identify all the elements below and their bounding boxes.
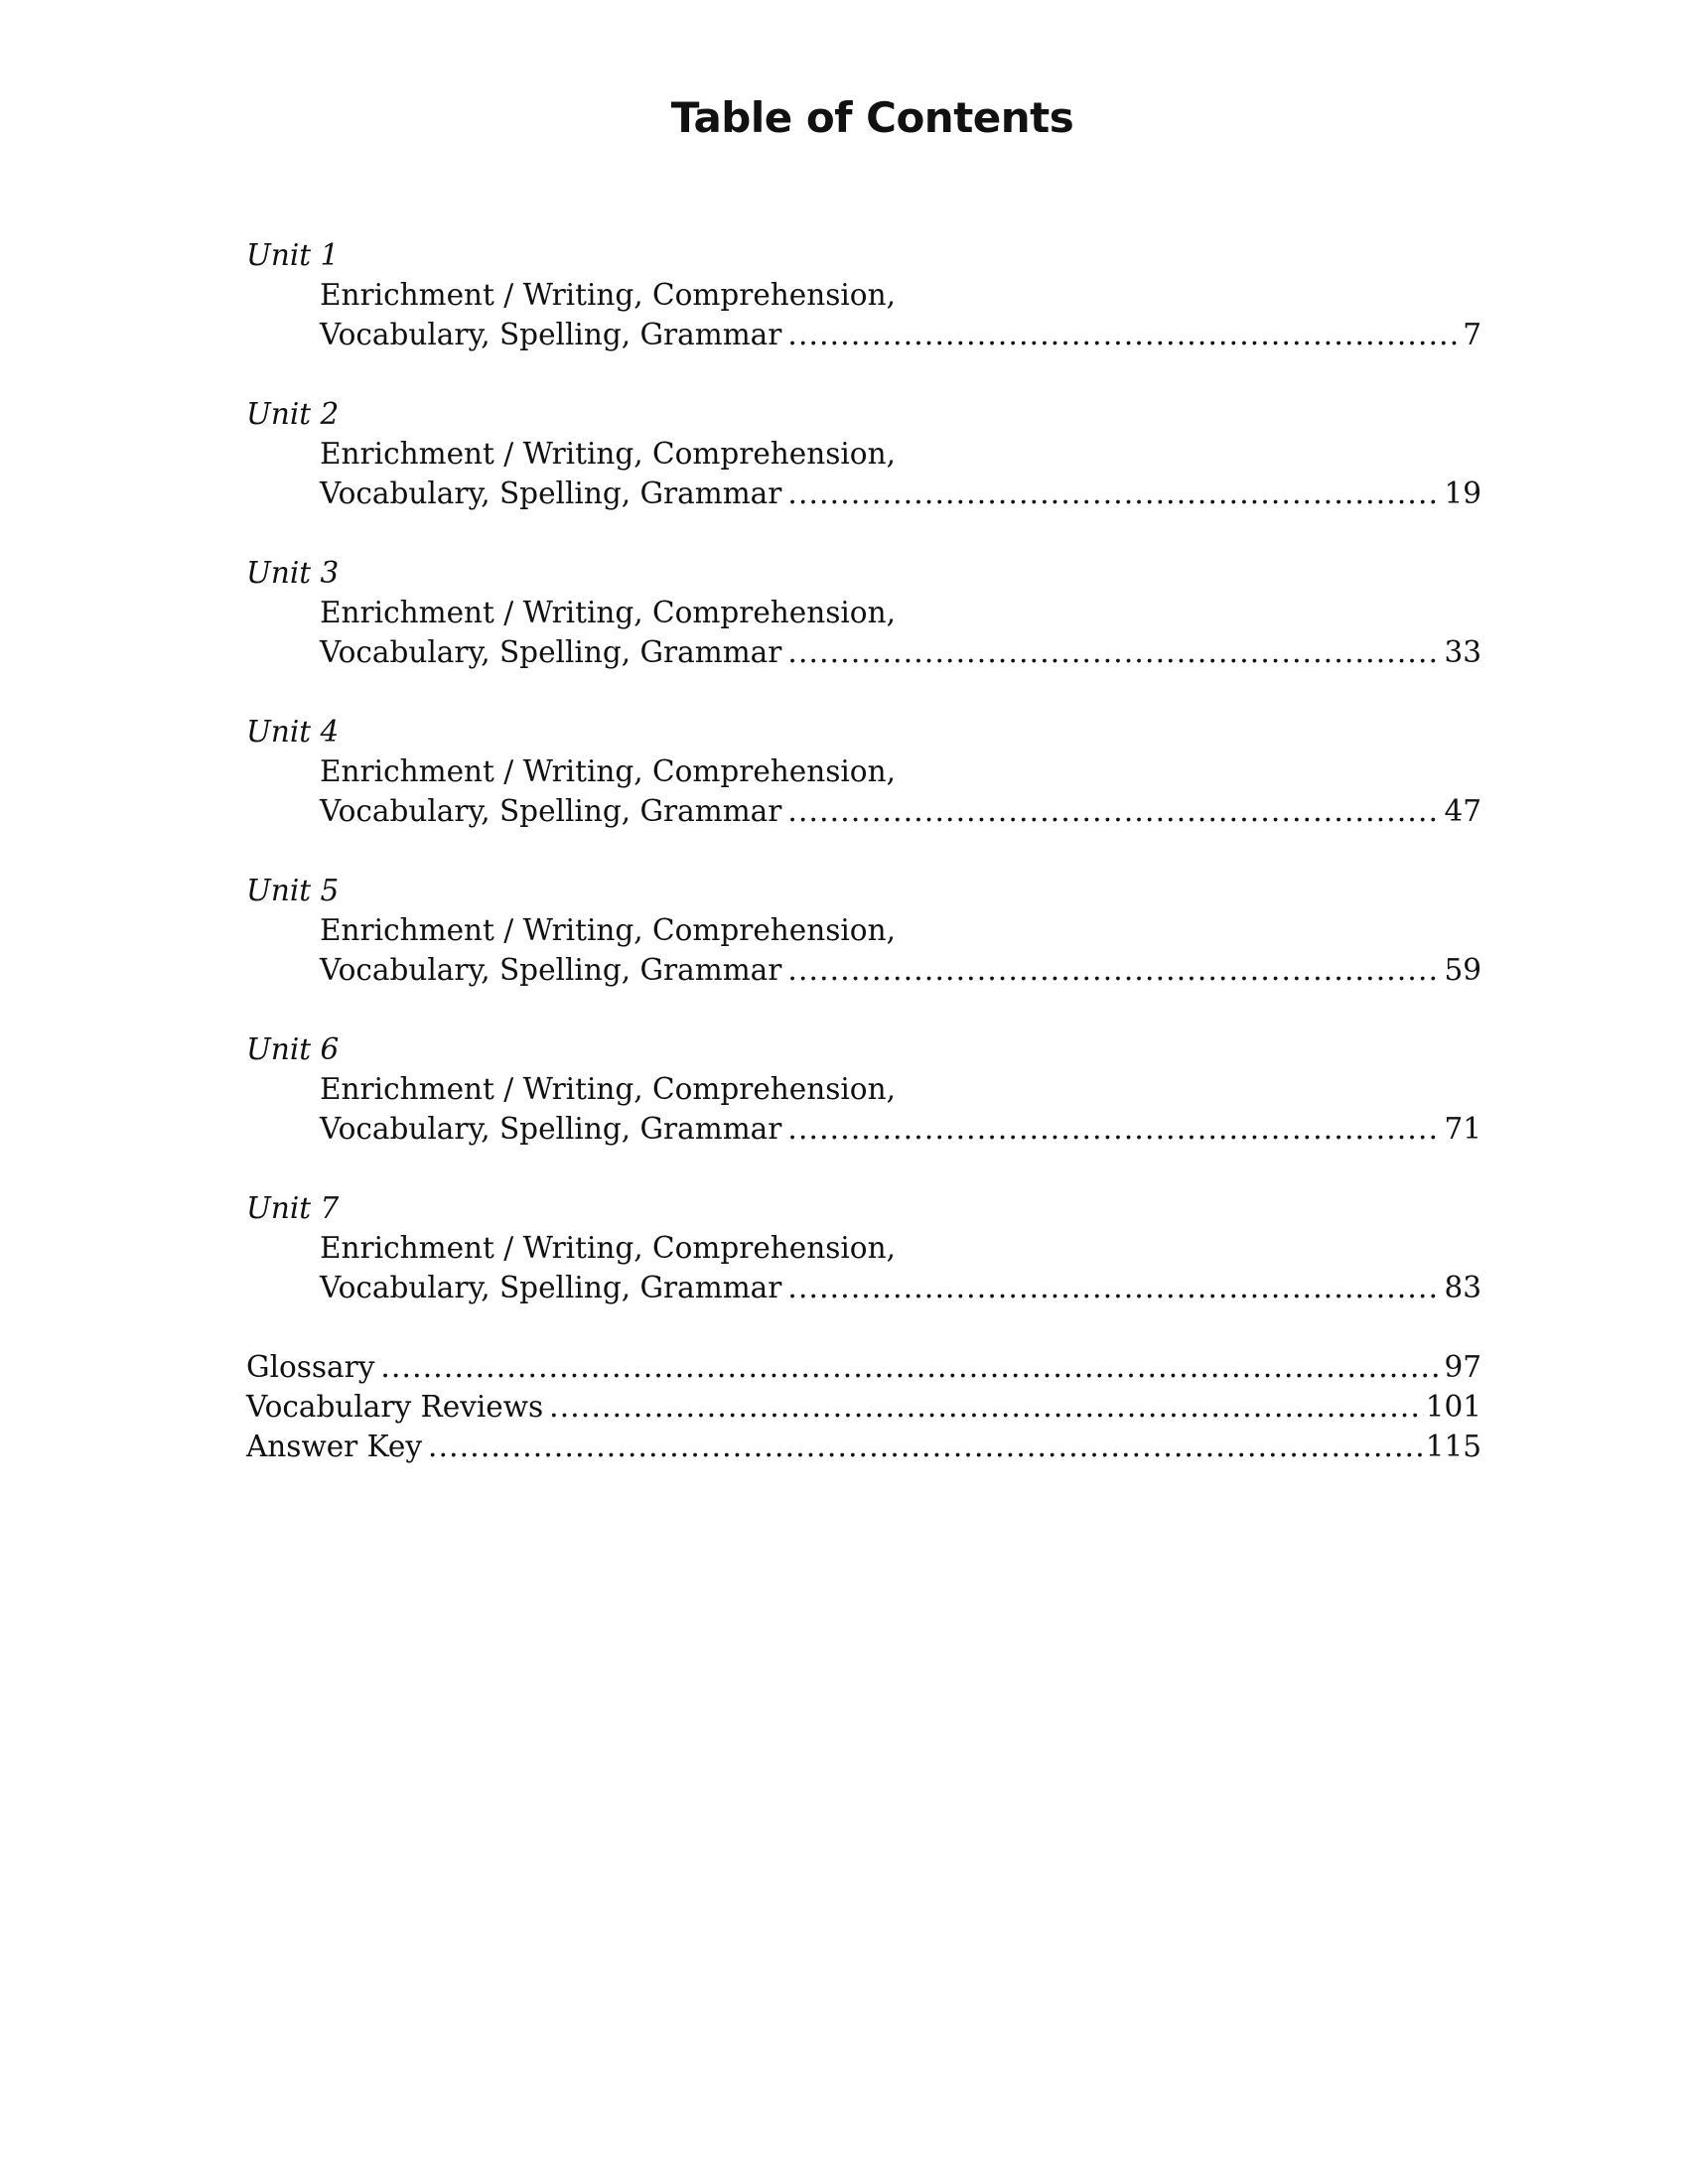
dot-leader	[549, 1388, 1424, 1428]
unit-topics: Vocabulary, Spelling, Grammar	[320, 1112, 782, 1146]
toc-unit-2	[246, 395, 1481, 514]
page-number: 33	[1444, 635, 1481, 669]
toc-entry	[246, 316, 1481, 355]
toc-unit-7	[246, 1189, 1481, 1308]
page-number: 115	[1425, 1430, 1481, 1463]
unit-title: Unit 2	[246, 397, 340, 431]
dot-leader	[787, 792, 1442, 832]
unit-topics: Vocabulary, Spelling, Grammar	[320, 1271, 782, 1304]
dot-leader	[787, 1110, 1442, 1150]
unit-description: Enrichment / Writing, Comprehension,	[320, 913, 896, 947]
table-of-contents	[246, 236, 1481, 1467]
toc-unit-1	[246, 236, 1481, 355]
unit-title: Unit 1	[246, 238, 340, 272]
unit-description: Enrichment / Writing, Comprehension,	[320, 596, 896, 629]
page-number: 101	[1425, 1390, 1481, 1424]
unit-description: Enrichment / Writing, Comprehension,	[320, 278, 896, 312]
toc-entry	[246, 951, 1481, 991]
page-number: 7	[1463, 318, 1481, 351]
dot-leader	[787, 951, 1442, 991]
dot-leader	[428, 1428, 1424, 1467]
page-number: 83	[1444, 1271, 1481, 1304]
dot-leader	[787, 633, 1442, 673]
toc-unit-4	[246, 713, 1481, 832]
unit-description: Enrichment / Writing, Comprehension,	[320, 437, 896, 471]
unit-topics: Vocabulary, Spelling, Grammar	[320, 318, 782, 351]
page-number: 59	[1444, 953, 1481, 987]
unit-title: Unit 3	[246, 556, 340, 590]
entry-label: Answer Key	[246, 1430, 422, 1463]
unit-description: Enrichment / Writing, Comprehension,	[320, 1072, 896, 1106]
page-title: Table of Contents	[670, 93, 1074, 142]
unit-title: Unit 6	[246, 1032, 340, 1066]
page-number: 47	[1444, 794, 1481, 828]
dot-leader	[380, 1348, 1442, 1388]
entry-label: Glossary	[246, 1350, 375, 1384]
dot-leader	[787, 475, 1442, 514]
toc-entry-vocabulary-reviews	[246, 1388, 1481, 1428]
unit-topics: Vocabulary, Spelling, Grammar	[320, 794, 782, 828]
toc-unit-6	[246, 1030, 1481, 1150]
toc-entry	[246, 475, 1481, 514]
toc-backmatter	[246, 1348, 1481, 1467]
unit-topics: Vocabulary, Spelling, Grammar	[320, 953, 782, 987]
toc-entry	[246, 792, 1481, 832]
page-number: 97	[1444, 1350, 1481, 1384]
dot-leader	[787, 1269, 1442, 1308]
page-number: 71	[1444, 1112, 1481, 1146]
dot-leader	[787, 316, 1461, 355]
unit-title: Unit 5	[246, 874, 340, 907]
unit-title: Unit 7	[246, 1191, 340, 1225]
toc-entry	[246, 1110, 1481, 1150]
entry-label: Vocabulary Reviews	[246, 1390, 544, 1424]
toc-entry	[246, 1269, 1481, 1308]
unit-title: Unit 4	[246, 715, 340, 749]
unit-topics: Vocabulary, Spelling, Grammar	[320, 635, 782, 669]
toc-entry	[246, 633, 1481, 673]
unit-description: Enrichment / Writing, Comprehension,	[320, 754, 896, 788]
toc-unit-3	[246, 554, 1481, 673]
toc-entry-answer-key	[246, 1428, 1481, 1467]
page-number: 19	[1444, 477, 1481, 510]
unit-description: Enrichment / Writing, Comprehension,	[320, 1231, 896, 1265]
toc-entry-glossary	[246, 1348, 1481, 1388]
toc-unit-5	[246, 872, 1481, 991]
unit-topics: Vocabulary, Spelling, Grammar	[320, 477, 782, 510]
